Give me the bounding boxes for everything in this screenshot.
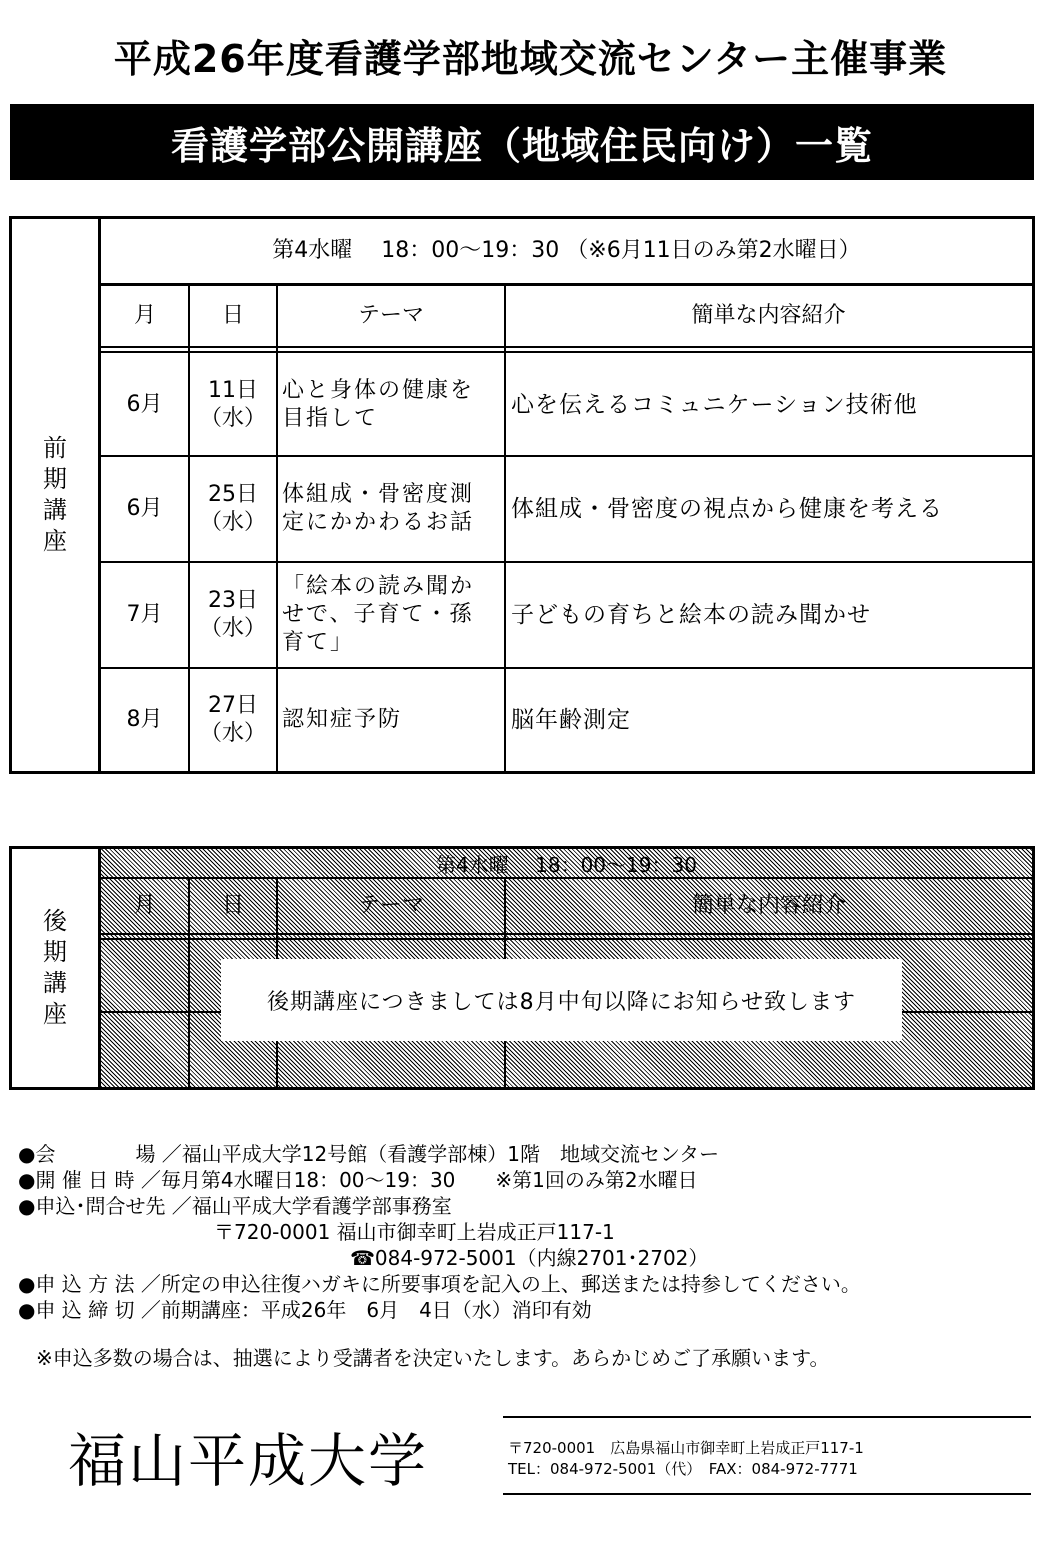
footer-address: 〒720-0001 広島県福山市御幸町上岩成正戸117-1 <box>508 1439 864 1457</box>
second-term-table <box>9 846 1035 1090</box>
row-weekday: （水） <box>199 405 266 431</box>
footer-tel-fax: TEL：084-972-5001（代） FAX：084-972-7771 <box>508 1460 858 1478</box>
info-label: ●申 込 方 法 ／ <box>18 1272 161 1296</box>
table-row-month: 8月 <box>126 707 163 732</box>
table-row-date <box>190 457 276 561</box>
label-char: 講 <box>43 969 67 997</box>
table-row-summary: 子どもの育ちと絵本の読み聞かせ <box>511 602 871 628</box>
label-char: 前 <box>43 434 67 462</box>
table-row-month: 6月 <box>126 391 163 417</box>
row-weekday: （水） <box>199 616 266 641</box>
info-value: 所定の申込往復ハガキに所要事項を記入の上、郵送または持参してください。 <box>160 1272 861 1296</box>
table-row-theme: 認知症予防 <box>282 707 403 732</box>
info-method <box>18 1272 861 1296</box>
event-supertitle: 平成26年度看護学部地域交流センター主催事業 <box>113 37 948 81</box>
label-char: 期 <box>43 465 67 493</box>
label-char: 座 <box>43 1000 67 1028</box>
row-weekday: （水） <box>199 721 266 746</box>
column-header-day: 日 <box>221 893 244 918</box>
label-char: 座 <box>43 527 67 555</box>
second-term-notice: 後期講座につきましては8月中旬以降にお知らせ致します <box>221 959 902 1041</box>
info-label: ●開 催 日 時 ／ <box>18 1168 161 1192</box>
info-contact-address: 〒720-0001 福山市御幸町上岩成正戸117-1 <box>214 1220 615 1244</box>
info-datetime <box>18 1168 698 1192</box>
info-contact <box>18 1194 452 1218</box>
info-venue <box>18 1142 719 1166</box>
table-row-date <box>190 353 276 456</box>
info-contact-phone: ☎084-972-5001（内線2701･2702） <box>350 1246 709 1270</box>
table-row-summary: 心を伝えるコミュニケーション技術他 <box>511 391 918 418</box>
info-note: ※申込多数の場合は、抽選により受講者を決定いたします。あらかじめご了承願います。 <box>36 1346 830 1370</box>
column-header-summary: 簡単な内容紹介 <box>691 303 846 328</box>
first-term-schedule: 第4水曜 18：00～19：30 （※6月11日のみ第2水曜日） <box>272 238 861 263</box>
first-term-label <box>12 219 98 771</box>
table-row-date <box>190 563 276 667</box>
info-value: 毎月第4水曜日18：00～19：30 ※第1回のみ第2水曜日 <box>160 1168 698 1192</box>
row-day: 23日 <box>208 588 258 613</box>
info-value: 福山平成大学12号館（看護学部棟）1階 地域交流センター <box>181 1142 720 1166</box>
label-char: 講 <box>43 496 67 524</box>
column-header-day: 日 <box>221 303 244 328</box>
second-term-label <box>12 849 98 1087</box>
table-row-theme: 「絵本の読み聞かせで、子育て・孫育て」 <box>282 574 475 655</box>
info-value: 前期講座：平成26年 6月 4日（水）消印有効 <box>160 1298 592 1322</box>
first-term-table <box>9 216 1035 774</box>
table-row-date <box>190 669 276 771</box>
table-row-theme: 心と身体の健康を目指して <box>282 377 475 431</box>
row-day: 25日 <box>208 482 258 507</box>
table-row-theme: 体組成・骨密度測定にかかわるお話 <box>282 482 475 535</box>
page-title-banner: 看護学部公開講座（地域住民向け）一覧 <box>10 104 1034 180</box>
row-day: 27日 <box>208 693 258 718</box>
info-label: ●会 場 ／ <box>18 1142 182 1166</box>
table-row-month: 7月 <box>126 602 163 627</box>
info-label: ●申込･問合せ先 ／ <box>18 1194 192 1218</box>
label-char: 後 <box>43 907 67 935</box>
row-weekday: （水） <box>199 510 266 535</box>
table-row-summary: 体組成・骨密度の視点から健康を考える <box>511 496 943 522</box>
info-label: ●申 込 締 切 ／ <box>18 1298 161 1322</box>
column-header-theme: テーマ <box>357 303 424 328</box>
university-name: 福山平成大学 <box>68 1427 429 1495</box>
row-day: 11日 <box>208 377 258 403</box>
table-row-summary: 脳年齢測定 <box>511 707 631 733</box>
label-char: 期 <box>43 938 67 966</box>
table-row-month: 6月 <box>126 496 163 521</box>
info-value: 福山平成大学看護学部事務室 <box>191 1194 452 1218</box>
column-header-theme: テーマ <box>357 893 424 918</box>
second-term-schedule: 第4水曜 18：00～19：30 <box>436 852 697 877</box>
info-deadline <box>18 1298 592 1322</box>
column-header-month: 月 <box>133 303 156 328</box>
column-header-summary: 簡単な内容紹介 <box>691 893 846 918</box>
column-header-month: 月 <box>133 893 156 918</box>
